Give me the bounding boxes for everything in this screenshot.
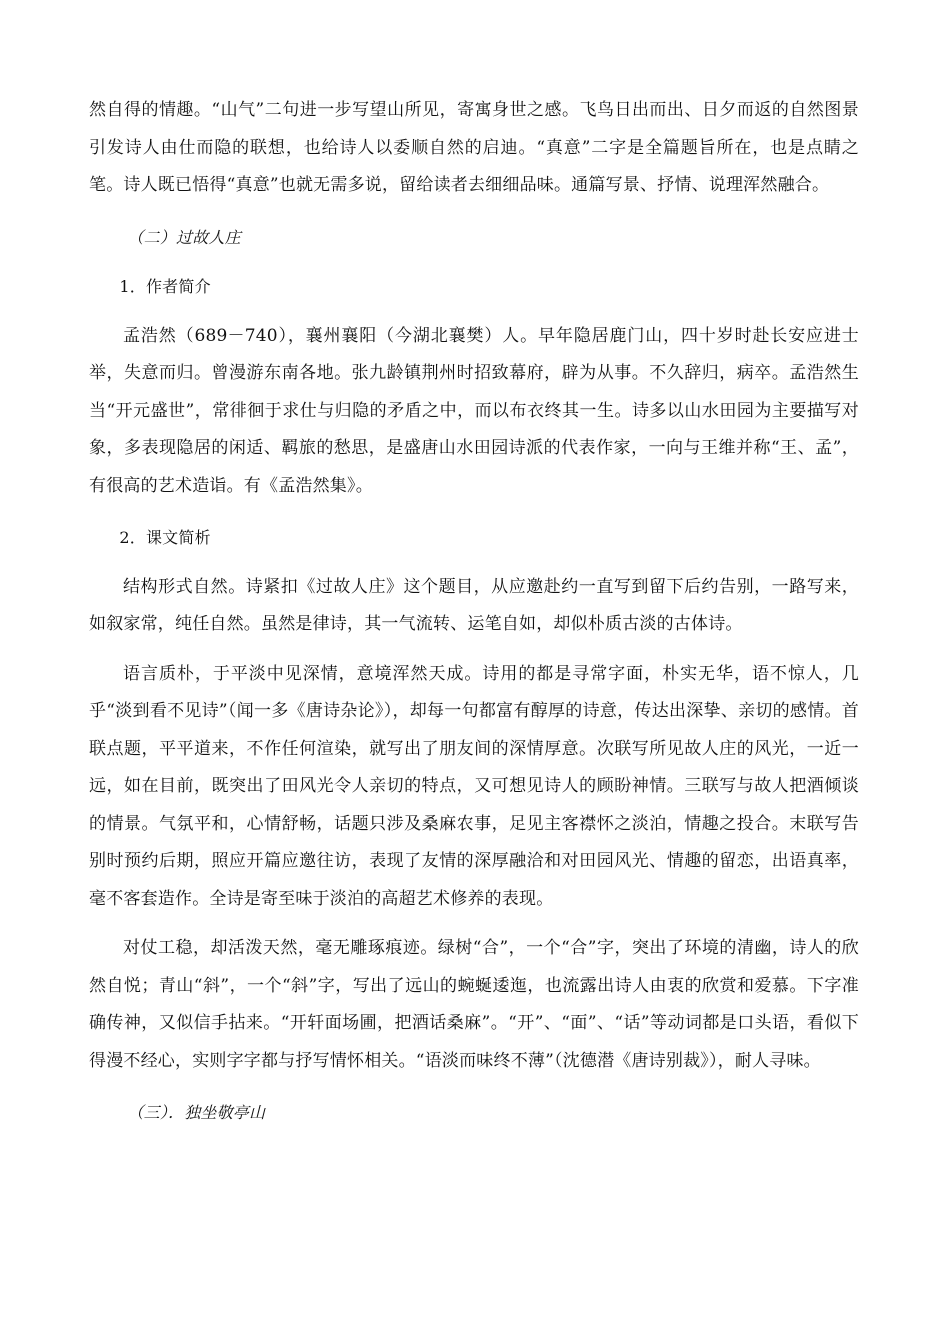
paragraph-language: 语言质朴，于平淡中见深情，意境浑然天成。诗用的都是寻常字面，朴实无华，语不惊人，几乎“淡到看不见诗”（闻一多《唐诗杂论》），却每一句都富有醇厚的诗意，传达出深挚、亲切的感情。首联点题，平平道来，不作任何渲染，就写出了朋友间的深情厚意。次联写所见故人庄的风光，一近一远，如在目前，既突出了田风光令人亲切的特点，又可想见诗人的顾盼神情。三联写与故人把酒倾谈的情景。气氛平和，心情舒畅，话题只涉及桑麻农事，足见主客襟怀之淡泊，情趣之投合。末联写告别时预约后期，照应开篇应邀往访，表现了友情的深厚融洽和对田园风光、情趣的留恋，出语真率，毫不客套造作。全诗是寄至味于淡泊的高超艺术修养的表现。 bbox=[89, 663, 859, 909]
section-heading-du-zuo-jing-ting-shan: （三）．独坐敬亭山 bbox=[127, 1103, 266, 1122]
paragraph-structure: 结构形式自然。诗紧扣《过故人庄》这个题目，从应邀赴约一直写到留下后约告别，一路写来，如叙家常，纯任自然。虽然是律诗，其一气流转、运笔自如，却似朴质古淡的古体诗。 bbox=[89, 576, 859, 634]
section-heading-guo-gu-ren-zhuang: （二）过故人庄 bbox=[127, 227, 241, 247]
paragraph-antithesis: 对仗工稳，却活泼天然，毫无雕琢痕迹。绿树“合”，一个“合”字，突出了环境的清幽，诗人的欣然自悦；青山“斜”，一个“斜”字，写出了远山的蜿蜒逶迤，也流露出诗人由衷的欣赏和爱慕。下字准确传神，又似信手拈来。“开轩面场圃，把酒话桑麻”。“开”、“面”、“话”等动词都是口头语，看似下得漫不经心，实则字字都与抒写情怀相关。“语淡而味终不薄”（沈德潜《唐诗别裁》），耐人寻味。 bbox=[89, 938, 859, 1071]
paragraph-continuation: 然自得的情趣。“山气”二句进一步写望山所见，寄寓身世之感。飞鸟日出而出、日夕而返的自然图景引发诗人由仕而隐的联想，也给诗人以委顺自然的启迪。“真意”二字是全篇题旨所在，也是点睛之笔。诗人既已悟得“真意”也就无需多说，留给读者去细细品味。通篇写景、抒情、说理浑然融合。 bbox=[89, 100, 859, 195]
document-body bbox=[89, 92, 859, 1132]
subheading-text-analysis: 2．课文简析 bbox=[119, 528, 211, 547]
paragraph-author-bio: 孟浩然（689－740），襄州襄阳（今湖北襄樊）人。早年隐居鹿门山，四十岁时赴长安应进士举，失意而归。曾漫游东南各地。张九龄镇荆州时招致幕府，辟为从事。不久辞归，病卒。孟浩然生当“开元盛世”，常徘徊于求仕与归隐的矛盾之中，而以布衣终其一生。诗多以山水田园为主要描写对象，多表现隐居的闲适、羁旅的愁思，是盛唐山水田园诗派的代表作家，一向与王维并称“王、孟”，有很高的艺术造诣。有《孟浩然集》。 bbox=[89, 325, 859, 496]
subheading-author-intro: 1．作者简介 bbox=[119, 277, 211, 296]
